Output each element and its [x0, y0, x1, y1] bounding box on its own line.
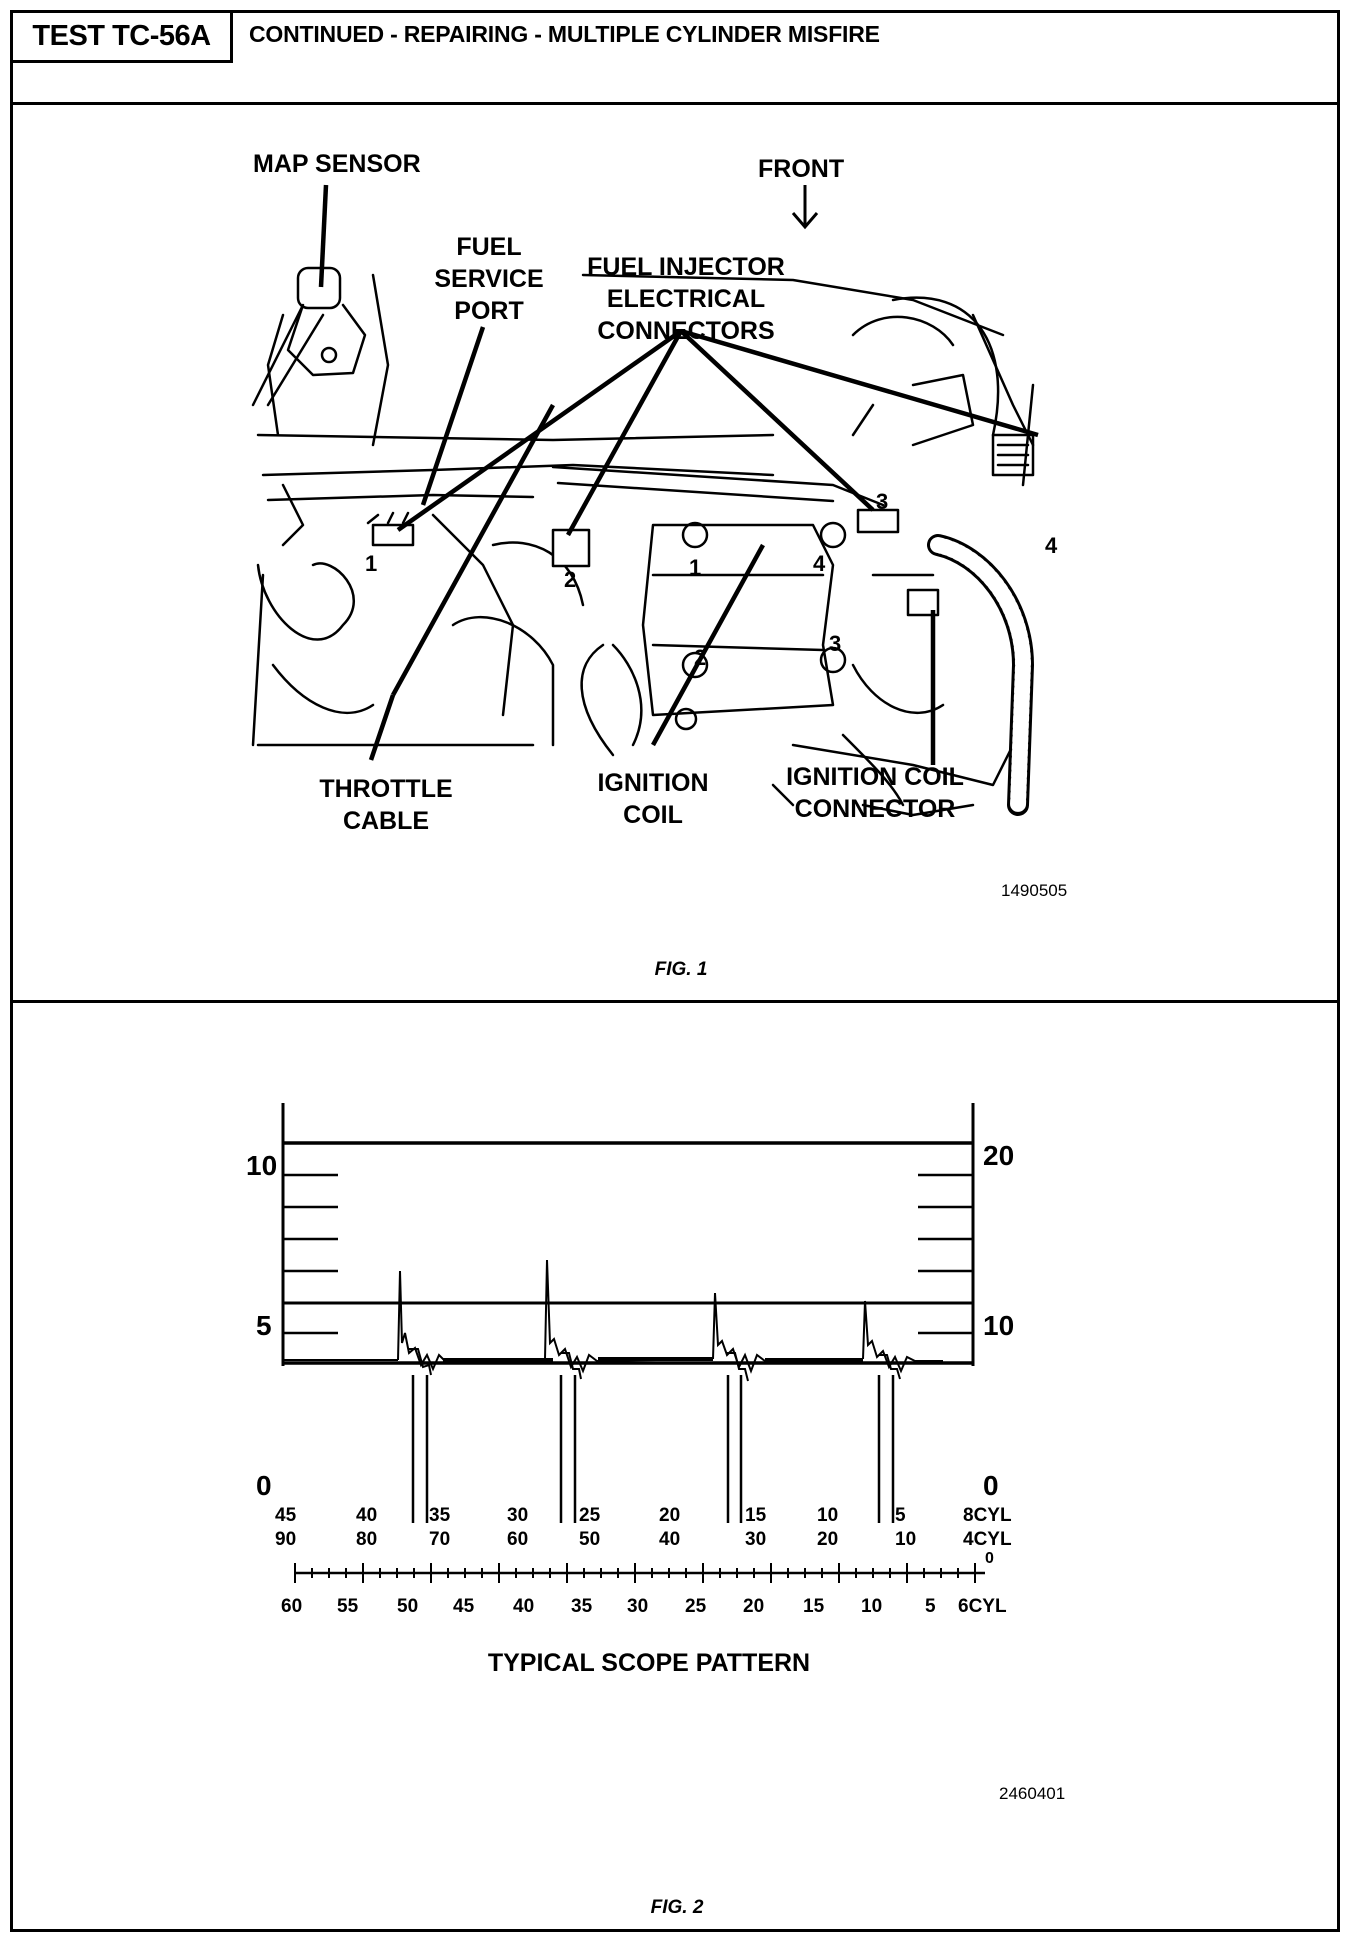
- left-scale-5: 5: [256, 1310, 272, 1341]
- row6-20: 20: [743, 1596, 765, 1617]
- figure-1-panel: [13, 105, 1337, 1003]
- scope-time-ruler: [295, 1375, 985, 1583]
- coil-tower-4: 4: [813, 551, 826, 576]
- row4-90: 90: [275, 1529, 297, 1550]
- ruler-end-tick: 0: [985, 1550, 994, 1567]
- figure-1-caption: FIG. 1: [654, 959, 708, 980]
- engine-illustration: [13, 105, 1337, 1000]
- left-scale-10: 10: [246, 1150, 278, 1181]
- row-4cyl: [275, 1529, 1012, 1550]
- scope-grid: [283, 1103, 973, 1366]
- engine-linework: [253, 268, 1033, 815]
- row8-45: 45: [275, 1505, 297, 1526]
- right-scale-10: 10: [983, 1310, 1015, 1341]
- coil-tower-1: 1: [689, 555, 702, 580]
- label-coil-connector-line2: CONNECTOR: [794, 795, 956, 823]
- coil-tower-3: 3: [829, 631, 842, 656]
- front-arrow-icon: [793, 185, 817, 227]
- row6-label: 6CYL: [958, 1596, 1007, 1617]
- test-id: TEST TC-56A: [13, 13, 233, 63]
- scope-labels: [246, 1140, 1065, 1918]
- label-injector-line2: ELECTRICAL: [606, 285, 766, 313]
- left-scale-0: 0: [256, 1470, 272, 1501]
- row4-30: 30: [745, 1529, 767, 1550]
- callout-4: 4: [1045, 533, 1058, 558]
- row6-30: 30: [627, 1596, 649, 1617]
- label-fuel-line3: PORT: [454, 297, 524, 325]
- label-injector-line3: CONNECTORS: [597, 317, 775, 345]
- callout-2: 2: [564, 567, 577, 592]
- label-map-sensor: MAP SENSOR: [253, 150, 421, 178]
- callout-1: 1: [365, 551, 378, 576]
- row4-10: 10: [895, 1529, 917, 1550]
- label-fuel-line2: SERVICE: [434, 265, 544, 293]
- row8-15: 15: [745, 1505, 767, 1526]
- row8-5: 5: [895, 1505, 906, 1526]
- label-throttle-line1: THROTTLE: [319, 775, 453, 803]
- row4-60: 60: [507, 1529, 529, 1550]
- figure-2-panel: [13, 1003, 1337, 1929]
- row6-10: 10: [861, 1596, 883, 1617]
- row8-35: 35: [429, 1505, 451, 1526]
- label-coil-line1: IGNITION: [597, 769, 709, 797]
- row-8cyl: [275, 1505, 1012, 1526]
- row4-80: 80: [356, 1529, 378, 1550]
- row6-25: 25: [685, 1596, 707, 1617]
- callout-3: 3: [876, 489, 889, 514]
- label-fuel-line1: FUEL: [456, 233, 522, 261]
- row6-55: 55: [337, 1596, 359, 1617]
- row-6cyl: [281, 1596, 1007, 1617]
- row8-20: 20: [659, 1505, 681, 1526]
- row6-15: 15: [803, 1596, 825, 1617]
- scope-pattern: [13, 1003, 1337, 1929]
- figure-2-code: 2460401: [999, 1784, 1066, 1803]
- label-coil-line2: COIL: [623, 801, 683, 829]
- figure-1-code: 1490505: [1001, 881, 1068, 900]
- row6-50: 50: [397, 1596, 419, 1617]
- row4-label: 4CYL: [963, 1529, 1012, 1550]
- header-title: CONTINUED - REPAIRING - MULTIPLE CYLINDER MISFIRE: [249, 21, 880, 47]
- row8-10: 10: [817, 1505, 839, 1526]
- row6-60: 60: [281, 1596, 303, 1617]
- row4-40: 40: [659, 1529, 681, 1550]
- row4-20: 20: [817, 1529, 839, 1550]
- row4-70: 70: [429, 1529, 451, 1550]
- right-scale-20: 20: [983, 1140, 1015, 1171]
- label-injector-line1: FUEL INJECTOR: [587, 253, 785, 281]
- header: [13, 13, 1337, 105]
- row6-40: 40: [513, 1596, 535, 1617]
- scope-title: TYPICAL SCOPE PATTERN: [487, 1649, 811, 1677]
- row6-45: 45: [453, 1596, 475, 1617]
- label-coil-connector-line1: IGNITION COIL: [786, 763, 964, 791]
- figure-2-caption: FIG. 2: [650, 1897, 704, 1918]
- scope-waveform-thick: [443, 1359, 863, 1360]
- row8-25: 25: [579, 1505, 601, 1526]
- label-throttle-line2: CABLE: [342, 807, 430, 835]
- label-front: FRONT: [758, 155, 845, 183]
- page-frame: [10, 10, 1340, 1932]
- right-scale-0: 0: [983, 1470, 999, 1501]
- row4-50: 50: [579, 1529, 601, 1550]
- row8-label: 8CYL: [963, 1505, 1012, 1526]
- row8-30: 30: [507, 1505, 529, 1526]
- row6-5: 5: [925, 1596, 936, 1617]
- figure-1-labels: [253, 150, 1067, 980]
- coil-tower-2: 2: [694, 645, 707, 670]
- row8-40: 40: [356, 1505, 378, 1526]
- row6-35: 35: [571, 1596, 593, 1617]
